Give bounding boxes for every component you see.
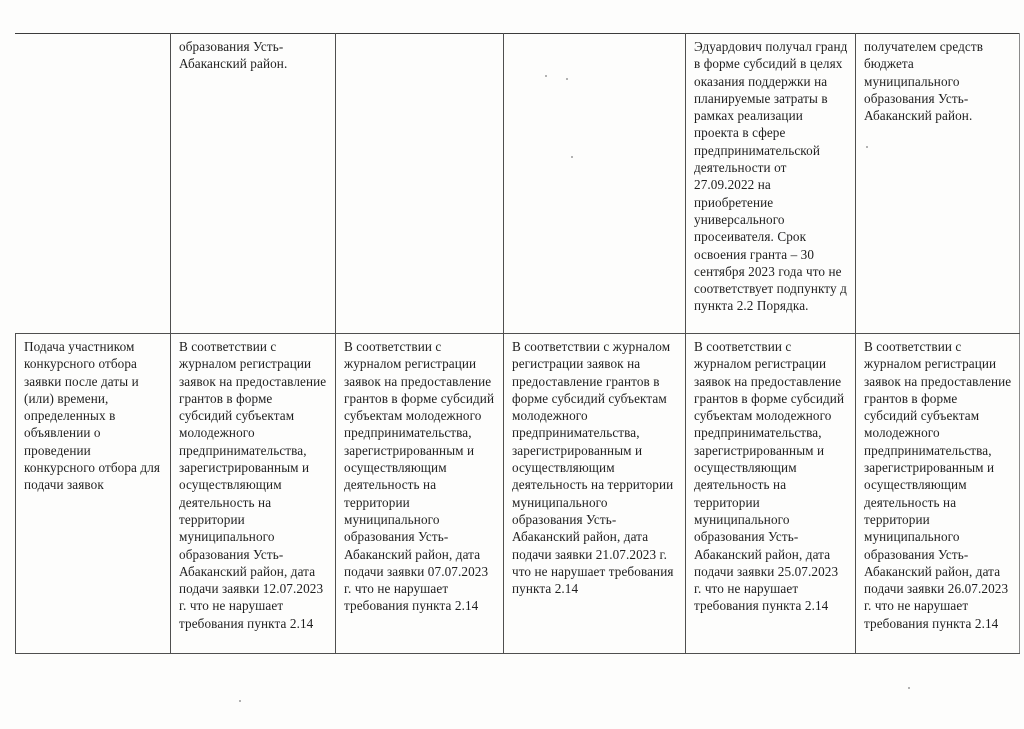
cell-r2-col4: В соответствии с журналом регистрации заявок на предоставление грантов в форме субсидий субъектам молодежного предпринимательства, зарегистрированным и осуществляющим деятельность на территории муниципального образования Усть-Абаканский район, дата подачи заявки 21.07.2023 г. что не нарушает требования пункта 2.14 [504, 334, 686, 654]
cell-r1-col5: Эдуардович получал гранд в форме субсидий в целях оказания поддержки на планируемые затраты в рамках реализации проекта в сфере предпринимательской деятельности от 27.09.2022 на приобретение универсального просеивателя. Срок освоения гранта – 30 сентября 2023 года что не соответствует подпункту д пункта 2.2 Порядка. [686, 34, 856, 334]
cell-r1-col2: образования Усть-Абаканский район. [171, 34, 336, 334]
cell-r1-col4 [504, 34, 686, 334]
cell-r2-violation: Подача участником конкурсного отбора заявки после даты и (или) времени, определенных в объявлении о проведении конкурсного отбора для подачи заявок [16, 334, 171, 654]
scan-speck [566, 78, 568, 80]
grant-review-table [15, 33, 1020, 654]
scan-speck [866, 146, 868, 148]
cell-r2-col2: В соответствии с журналом регистрации заявок на предоставление грантов в форме субсидий субъектам молодежного предпринимательства, зарегистрированным и осуществляющим деятельность на территории муниципального образования Усть-Абаканский район, дата подачи заявки 12.07.2023 г. что не нарушает требования пункта 2.14 [171, 334, 336, 654]
cell-r1-col3 [336, 34, 504, 334]
cell-r1-violation [16, 34, 171, 334]
cell-r2-col5: В соответствии с журналом регистрации заявок на предоставление грантов в форме субсидий субъектам молодежного предпринимательства, зарегистрированным и осуществляющим деятельность на территории муниципального образования Усть-Абаканский район, дата подачи заявки 25.07.2023 г. что не нарушает требования пункта 2.14 [686, 334, 856, 654]
scan-speck [239, 700, 241, 702]
scan-speck [545, 75, 547, 77]
table-row-continuation [16, 34, 1020, 334]
cell-r2-col6: В соответствии с журналом регистрации заявок на предоставление грантов в форме субсидий субъектам молодежного предпринимательства, зарегистрированным и осуществляющим деятельность на территории муниципального образования Усть-Абаканский район, дата подачи заявки 26.07.2023 г. что не нарушает требования пункта 2.14 [856, 334, 1020, 654]
scan-speck [571, 156, 573, 158]
cell-r2-col3: В соответствии с журналом регистрации заявок на предоставление грантов в форме субсидий субъектам молодежного предпринимательства, зарегистрированным и осуществляющим деятельность на территории муниципального образования Усть-Абаканский район, дата подачи заявки 07.07.2023 г. что не нарушает требования пункта 2.14 [336, 334, 504, 654]
scan-speck [908, 687, 910, 689]
cell-r1-col6: получателем средств бюджета муниципального образования Усть-Абаканский район. [856, 34, 1020, 334]
table-row-late-application [16, 334, 1020, 654]
